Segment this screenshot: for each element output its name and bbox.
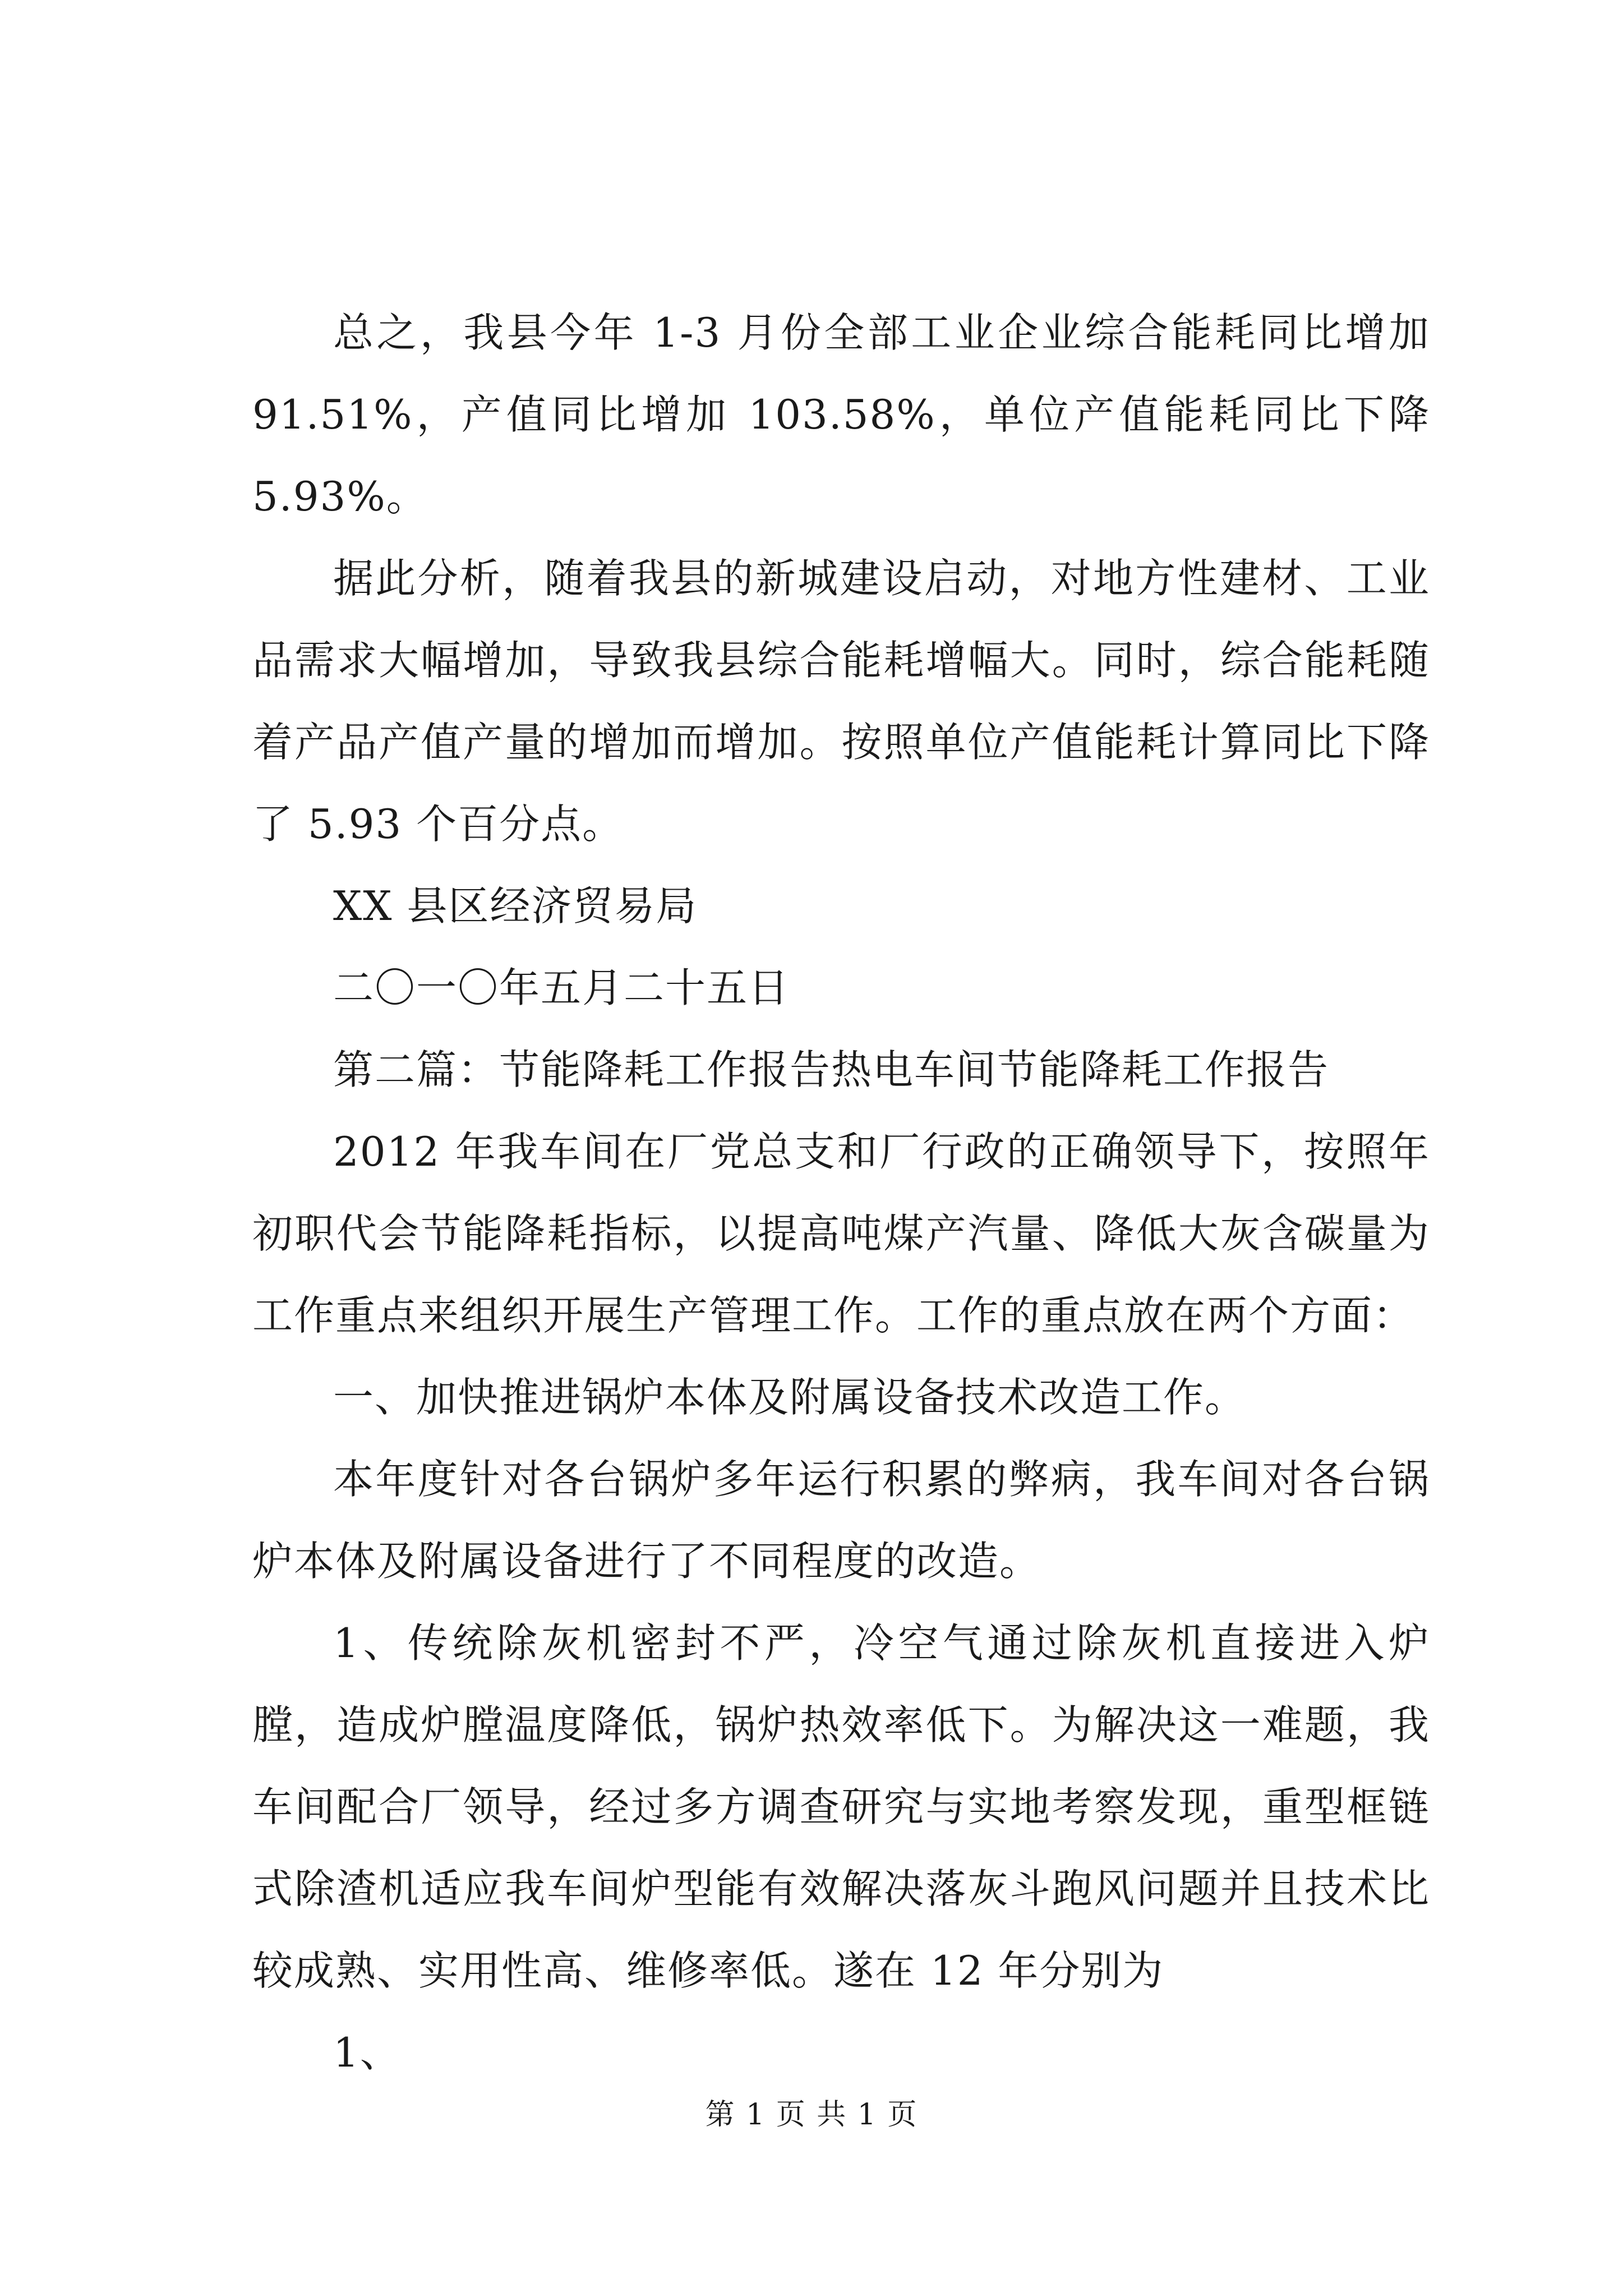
paragraph-signature-date: 二〇一〇年五月二十五日 [333, 964, 790, 1011]
paragraph-analysis: 据此分析，随着我县的新城建设启动，对地方性建材、工业品需求大幅增加，导致我县综合能耗增幅大。同时，综合能耗随着产品产值产量的增加而增加。按照单位产值能耗计算同比下降了 5.93 个百分点。 [252, 555, 1430, 848]
paragraph-section-heading: 一、加快推进锅炉本体及附属设备技术改造工作。 [333, 1374, 1247, 1421]
paragraph-intro: 2012 年我车间在厂党总支和厂行政的正确领导下，按照年初职代会节能降耗指标，以提高吨煤产汽量、降低大灰含碳量为工作重点来组织开展生产管理工作。工作的重点放在两个方面： [252, 1128, 1430, 1339]
page-footer: 第 1 页 共 1 页 [705, 2098, 918, 2132]
document-body [252, 292, 1430, 2093]
paragraph-chapter-heading: 第二篇：节能降耗工作报告热电车间节能降耗工作报告 [333, 1046, 1330, 1093]
paragraph-signature-org: XX 县区经济贸易局 [333, 882, 698, 930]
paragraph-summary: 总之，我县今年 1-3 月份全部工业企业综合能耗同比增加 91.51%，产值同比增加 103.58%，单位产值能耗同比下降 5.93%。 [252, 309, 1430, 520]
paragraph-item-1: 1、传统除灰机密封不严，冷空气通过除灰机直接进入炉膛，造成炉膛温度降低，锅炉热效率低下。为解决这一难题，我车间配合厂领导，经过多方调查研究与实地考察发现，重型框链式除渣机适应我车间炉型能有效解决落灰斗跑风问题并且技术比较成熟、实用性高、维修率低。遂在 12 年分别为 [252, 1619, 1430, 1994]
paragraph-section-intro: 本年度针对各台锅炉多年运行积累的弊病，我车间对各台锅炉本体及附属设备进行了不同程度的改造。 [252, 1456, 1430, 1585]
paragraph-item-1-continued: 1、 [333, 2029, 402, 2076]
